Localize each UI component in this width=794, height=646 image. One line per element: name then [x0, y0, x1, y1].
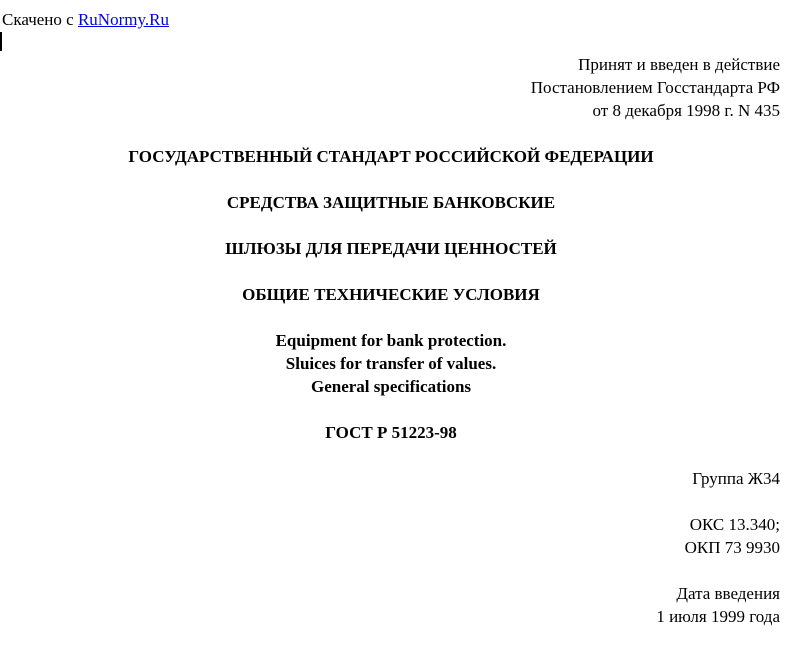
classification-codes [685, 513, 780, 559]
adoption-line-1: Принят и введен в действие [578, 55, 780, 74]
title-line-3 [0, 283, 782, 306]
effective-date-label: Дата введения [676, 584, 780, 603]
title-line-3-text: ОБЩИЕ ТЕХНИЧЕСКИЕ УСЛОВИЯ [242, 285, 540, 304]
english-title-line-2: Sluices for transfer of values. [285, 354, 497, 373]
effective-date-block [656, 582, 780, 628]
okp-code: ОКП 73 9930 [684, 538, 780, 557]
effective-date-value: 1 июля 1999 года [656, 607, 780, 626]
text-cursor [0, 32, 2, 51]
adoption-block [531, 53, 780, 122]
group-block [692, 467, 780, 490]
group-code: Группа Ж34 [692, 469, 780, 488]
title-line-2 [0, 237, 782, 260]
adoption-line-2: Постановлением Госстандарта РФ [530, 78, 780, 97]
title-line-2-text: ШЛЮЗЫ ДЛЯ ПЕРЕДАЧИ ЦЕННОСТЕЙ [225, 239, 557, 258]
title-line-1 [0, 191, 782, 214]
designation-text: ГОСТ Р 51223-98 [325, 423, 457, 442]
english-title-line-3: General specifications [310, 377, 472, 396]
oks-code: ОКС 13.340; [689, 515, 780, 534]
english-title-line-1: Equipment for bank protection. [275, 331, 507, 350]
standard-designation [0, 421, 782, 444]
english-title [0, 329, 782, 398]
standard-type-heading [0, 145, 782, 168]
source-line [2, 8, 169, 31]
title-line-1-text: СРЕДСТВА ЗАЩИТНЫЕ БАНКОВСКИЕ [226, 193, 556, 212]
source-prefix: Скачено с [2, 10, 74, 29]
adoption-line-3: от 8 декабря 1998 г. N 435 [592, 101, 780, 120]
standard-type-text: ГОСУДАРСТВЕННЫЙ СТАНДАРТ РОССИЙСКОЙ ФЕДЕРАЦИИ [128, 147, 654, 166]
source-link[interactable]: RuNormy.Ru [77, 10, 169, 29]
